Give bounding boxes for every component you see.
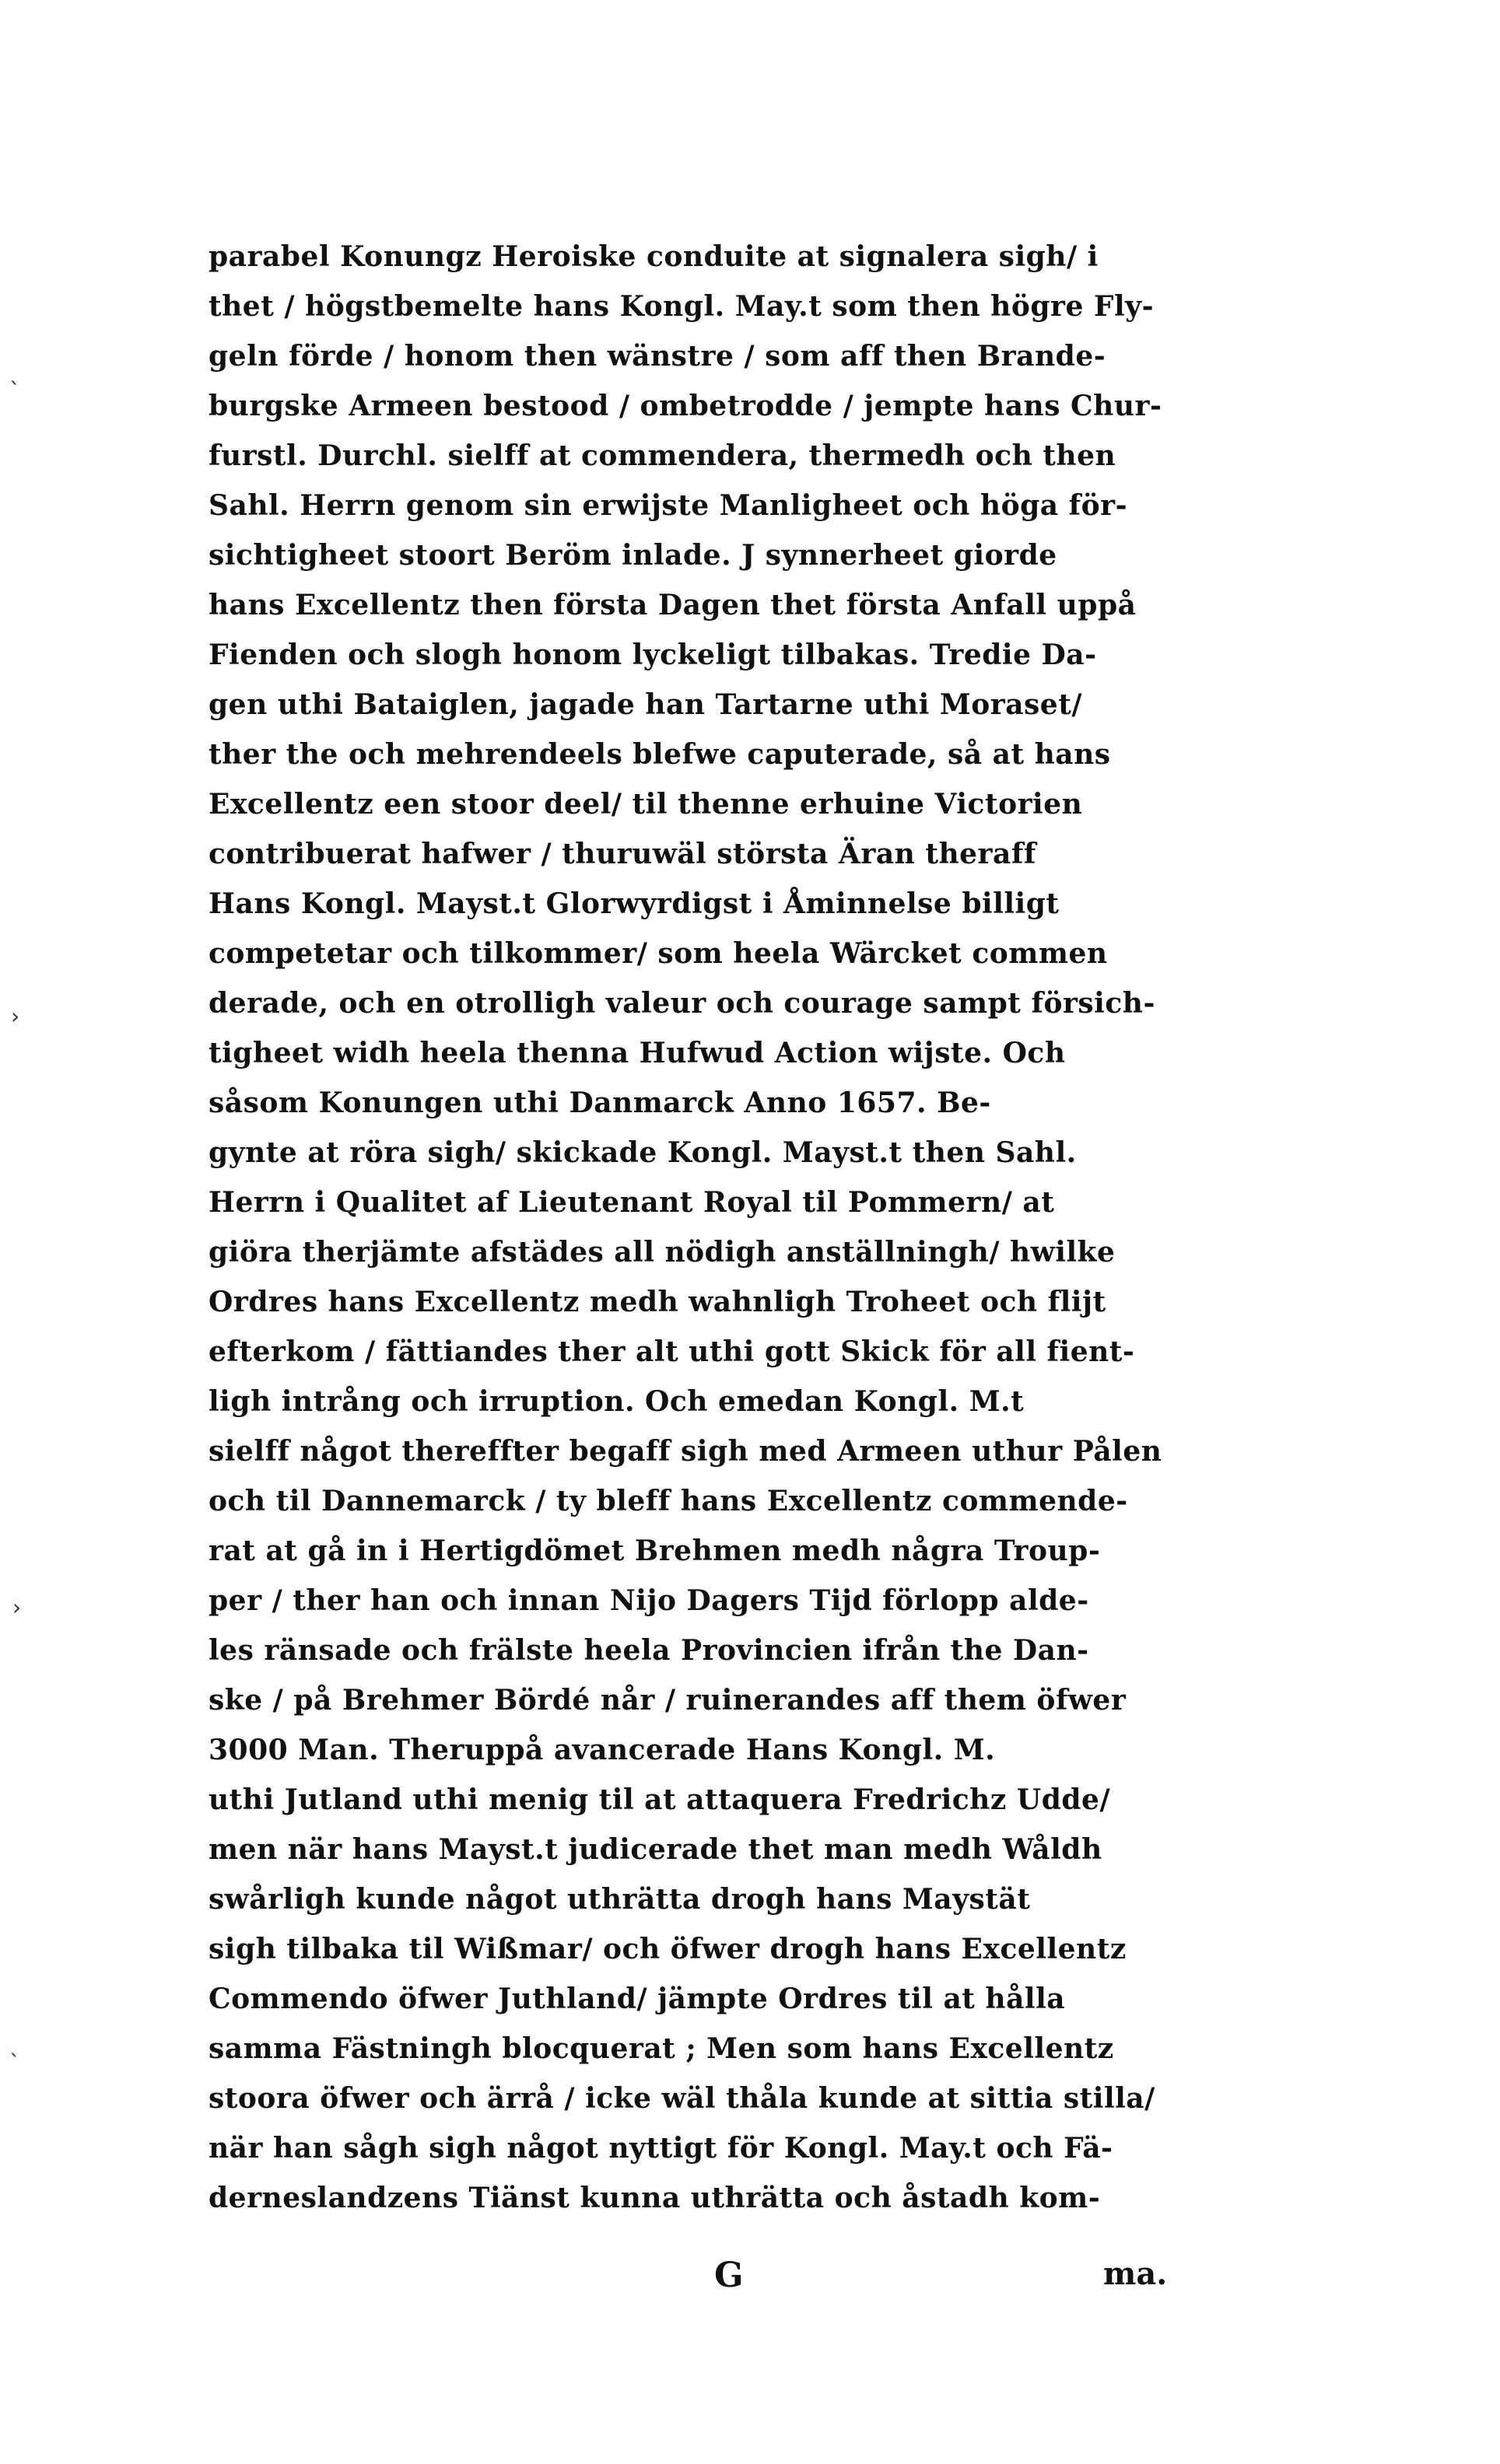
text-line: sielff något thereffter begaff sigh med Armeen uthur Pålen [209,1435,1162,1468]
text-line: Hans Kongl. Mayst.t Glorwyrdigst i Åminnelse billigt [209,887,1060,920]
text-line: tigheet widh heela thenna Hufwud Action wijste. Och [209,1037,1066,1069]
text-line: Herrn i Qualitet af Lieutenant Royal til Pommern/ at [209,1186,1055,1219]
text-line: furstl. Durchl. sielff at commendera, thermedh och then [209,439,1116,472]
text-line: ther the och mehrendeels blefwe caputerade, så at hans [209,738,1111,771]
text-line: Ordres hans Excellentz medh wahnligh Troheet och flijt [209,1286,1106,1318]
text-line: Sahl. Herrn genom sin erwijste Manligheet och höga för- [209,489,1128,522]
text-line: derneslandzens Tiänst kunna uthrätta och åstadh kom- [209,2182,1101,2214]
text-line: giöra therjämte afstädes all nödigh anställningh/ hwilke [209,1236,1116,1269]
text-line: hans Excellentz then första Dagen thet första Anfall uppå [209,589,1137,621]
text-line: thet / högstbemelte hans Kongl. May.t som then högre Fly- [209,290,1155,323]
text-line: ligh intrång och irruption. Och emedan Kongl. M.t [209,1385,1025,1418]
text-line: när han sågh sigh något nyttigt för Kongl. May.t och Fä- [209,2132,1113,2165]
text-line: swårligh kunde något uthrätta drogh hans Maystät [209,1883,1031,1916]
text-line: och til Dannemarck / ty bleff hans Excellentz commende- [209,1485,1128,1517]
catchword: ma. [1103,2256,1168,2292]
text-line: Commendo öfwer Juthland/ jämpte Ordres til at hålla [209,1983,1066,2015]
text-line: gen uthi Bataiglen, jagade han Tartarne uthi Moraset/ [209,688,1082,721]
text-line: burgske Armeen bestood / ombetrodde / jempte hans Chur- [209,390,1162,422]
text-line: sigh tilbaka til Wißmar/ och öfwer drogh hans Excellentz [209,1933,1127,1965]
text-line: competetar och tilkommer/ som heela Wärcket commen [209,937,1108,970]
text-line: samma Fästningh blocquerat ; Men som hans Excellentz [209,2032,1114,2065]
margin-arrow-icon: › [11,1003,20,1029]
margin-tick-icon: ˎ [9,359,20,385]
text-line: gynte at röra sigh/ skickade Kongl. Mayst.t then Sahl. [209,1136,1077,1169]
text-line: stoora öfwer och ärrå / icke wäl thåla kunde at sittia stilla/ [209,2082,1155,2115]
text-line: såsom Konungen uthi Danmarck Anno 1657. Be- [209,1087,991,1119]
text-line: rat at gå in i Hertigdömet Brehmen medh några Troup- [209,1535,1101,1567]
text-line: men när hans Mayst.t judicerade thet man medh Wåldh [209,1833,1102,1866]
margin-arrow-icon: › [12,1594,22,1620]
text-line: les ränsade och frälste heela Provincien ifrån the Dan- [209,1634,1089,1667]
text-line: contribuerat hafwer / thuruwäl största Äran theraff [209,838,1036,870]
text-line: Excellentz een stoor deel/ til thenne erhuine Victorien [209,788,1083,821]
text-line: 3000 Man. Theruppå avancerade Hans Kongl. M. [209,1734,996,1766]
text-line: geln förde / honom then wänstre / som aff then Brande- [209,340,1106,373]
signature-mark: G [714,2256,744,2295]
text-line: ske / på Brehmer Bördé når / ruinerandes aff them öfwer [209,1684,1127,1717]
text-line: uthi Jutland uthi menig til at attaquera Fredrichz Udde/ [209,1783,1111,1816]
text-line: parabel Konungz Heroiske conduite at signalera sigh/ i [209,240,1099,273]
text-line: per / ther han och innan Nijo Dagers Tijd förlopp alde- [209,1584,1089,1617]
text-line: derade, och en otrolligh valeur och courage sampt försich- [209,987,1155,1020]
text-line: efterkom / fättiandes ther alt uthi gott Skick för all fient- [209,1335,1135,1368]
margin-tick-icon: ˎ [9,2032,20,2057]
text-line: Fienden och slogh honom lyckeligt tilbakas. Tredie Da- [209,639,1097,671]
text-line: sichtigheet stoort Beröm inlade. J synnerheet giorde [209,539,1057,572]
